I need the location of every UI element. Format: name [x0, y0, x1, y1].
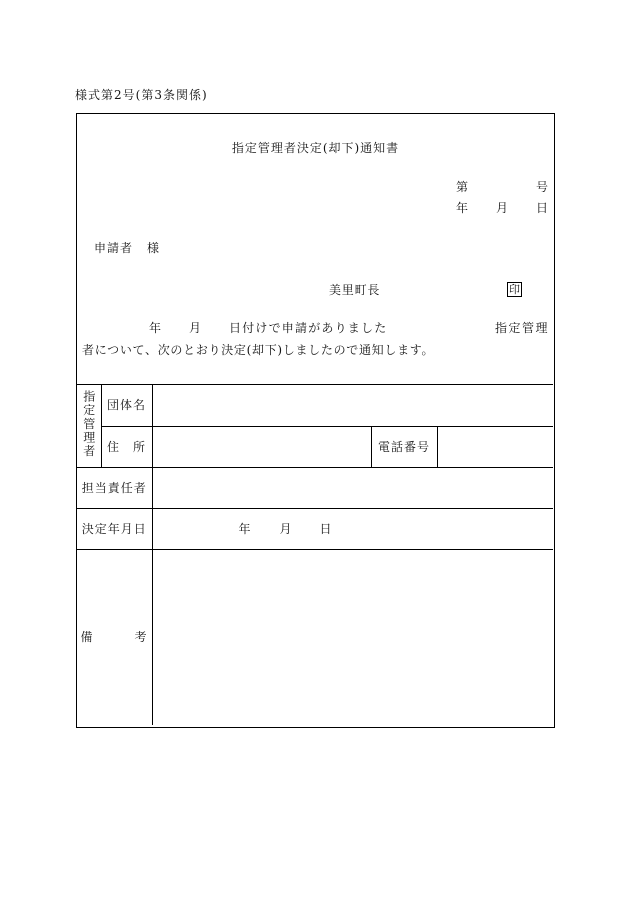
- org-name-row: [77, 385, 553, 426]
- decision-date-label: 決定年月日: [77, 508, 152, 549]
- org-name-label: 団体名: [101, 385, 152, 426]
- org-name-field: [152, 385, 553, 426]
- manager-info-table: [77, 385, 553, 725]
- applicant-honorific: 様: [147, 241, 160, 255]
- date-month: 月: [496, 201, 509, 215]
- issuer-name: 美里町長: [329, 283, 381, 297]
- decision-date-row: [77, 508, 553, 549]
- address-field: [152, 426, 371, 467]
- date-day: 日: [536, 201, 549, 215]
- decision-date-month: 月: [279, 521, 293, 536]
- decision-date-day: 日: [319, 521, 333, 536]
- notice-form-box: [76, 113, 555, 728]
- remarks-label: 備 考: [77, 549, 152, 725]
- decision-date-field: [152, 508, 553, 549]
- seal-mark: 印: [509, 283, 520, 296]
- responsible-person-field: [152, 467, 553, 508]
- remarks-row: [77, 549, 553, 725]
- phone-field: [437, 426, 553, 467]
- phone-label: 電話番号: [371, 426, 437, 467]
- responsible-person-label: 担当責任者: [77, 467, 152, 508]
- address-label: 住 所: [101, 426, 152, 467]
- form-number-label: 様式第2号(第3条関係): [75, 88, 208, 102]
- body-line1-tail: 指定管理: [495, 321, 550, 335]
- designated-manager-cell: [77, 385, 101, 467]
- number-suffix: 号: [536, 180, 549, 194]
- applicant-label: 申請者: [94, 241, 134, 255]
- date-year: 年: [456, 201, 469, 215]
- manager-info-section: [77, 384, 553, 726]
- body-application-text: 日付けで申請がありました: [229, 321, 388, 335]
- body-line2: 者について、次のとおり決定(却下)しましたので通知します。: [82, 343, 435, 357]
- body-month: 月: [189, 321, 202, 335]
- decision-date-year: 年: [238, 521, 252, 536]
- address-row: [77, 426, 553, 467]
- remarks-field: [152, 549, 553, 725]
- body-year: 年: [149, 321, 162, 335]
- responsible-person-row: [77, 467, 553, 508]
- number-prefix: 第: [456, 180, 469, 194]
- designated-manager-label: 指定管理者: [81, 390, 96, 459]
- form-title: 指定管理者決定(却下)通知書: [231, 141, 400, 155]
